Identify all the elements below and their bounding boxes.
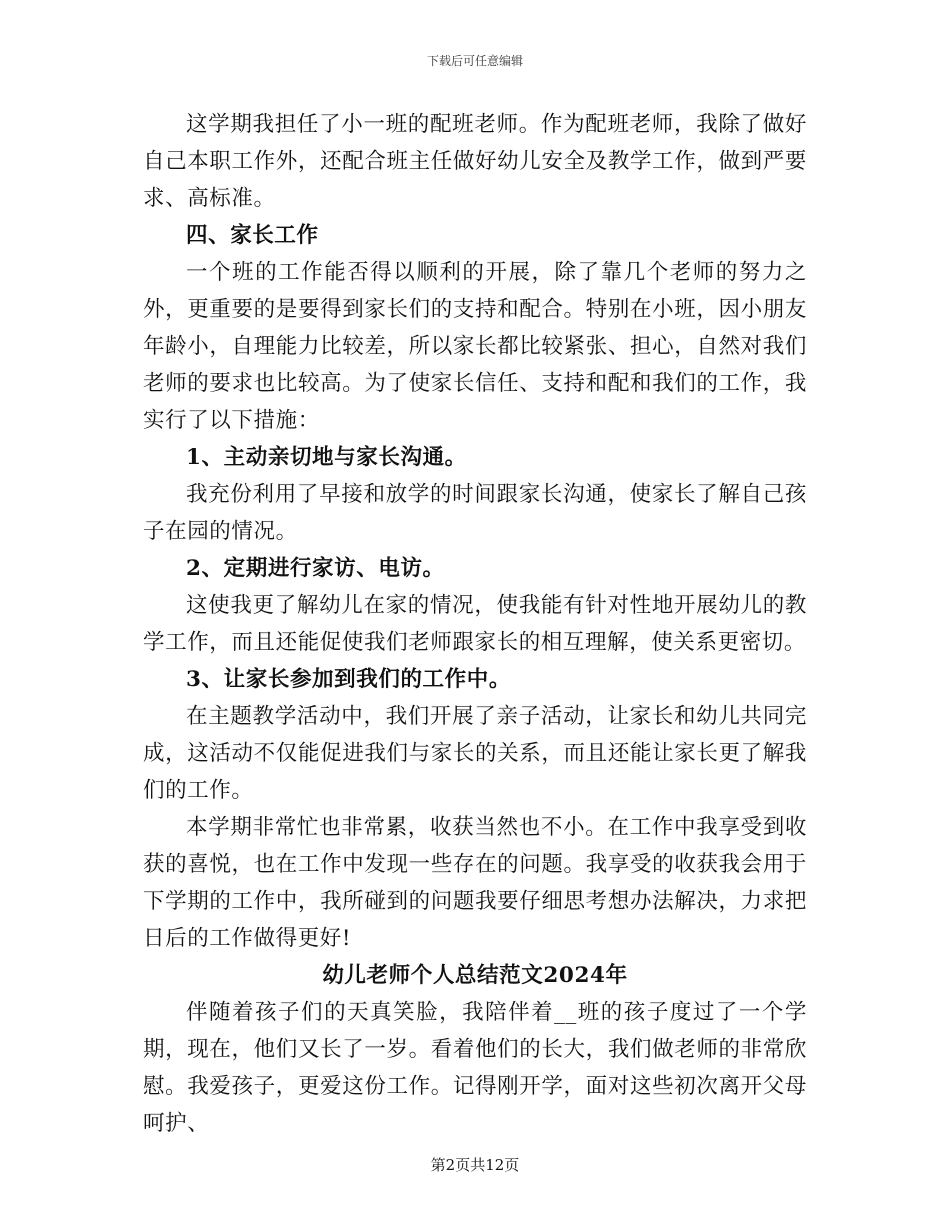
document-body xyxy=(143,106,807,1142)
measure-heading-3: 3、让家长参加到我们的工作中。 xyxy=(186,667,511,692)
page-number: 第2页共12页 xyxy=(430,1156,520,1174)
article-title: 幼儿老师个人总结范文2024年 xyxy=(322,963,628,988)
paragraph-parent-support: 一个班的工作能否得以顺利的开展，除了靠几个老师的努力之外，更重要的是要得到家长们的支持和配合。特别在小班，因小朋友年龄小，自理能力比较差，所以家长都比较紧张、担心，自然对我们老师的要求也比较高。为了使家长信任、支持和配和我们的工作，我实行了以下措施： xyxy=(143,260,807,433)
paragraph-semester-summary: 本学期非常忙也非常累，收获当然也不小。在工作中我享受到收获的喜悦，也在工作中发现一些存在的问题。我享受的收获我会用于下学期的工作中，我所碰到的问题我要仔细思考想办法解决，力求把日后的工作做得更好! xyxy=(143,815,807,951)
page-header: 下载后可任意编辑 xyxy=(426,54,523,68)
paragraph-article-intro: 伴随着孩子们的天真笑脸，我陪伴着__班的孩子度过了一个学期，现在，他们又长了一岁。看着他们的长大，我们做老师的非常欣慰。我爱孩子，更爱这份工作。记得刚开学，面对这些初次离开父母呵护、 xyxy=(143,1000,807,1136)
section-heading-parent-work: 四、家长工作 xyxy=(186,223,319,248)
paragraph-measure-1: 我充份利用了早接和放学的时间跟家长沟通，使家长了解自己孩子在园的情况。 xyxy=(143,482,807,544)
paragraph-role: 这学期我担任了小一班的配班老师。作为配班老师，我除了做好自己本职工作外，还配合班主任做好幼儿安全及教学工作，做到严要求、高标准。 xyxy=(143,112,807,211)
measure-heading-1: 1、主动亲切地与家长沟通。 xyxy=(186,445,467,470)
paragraph-measure-2: 这使我更了解幼儿在家的情况，使我能有针对性地开展幼儿的教学工作，而且还能促使我们老师跟家长的相互理解，使关系更密切。 xyxy=(143,593,807,655)
measure-heading-2: 2、定期进行家访、电访。 xyxy=(186,556,445,581)
paragraph-measure-3: 在主题教学活动中，我们开展了亲子活动，让家长和幼儿共同完成，这活动不仅能促进我们与家长的关系，而且还能让家长更了解我们的工作。 xyxy=(143,704,807,803)
